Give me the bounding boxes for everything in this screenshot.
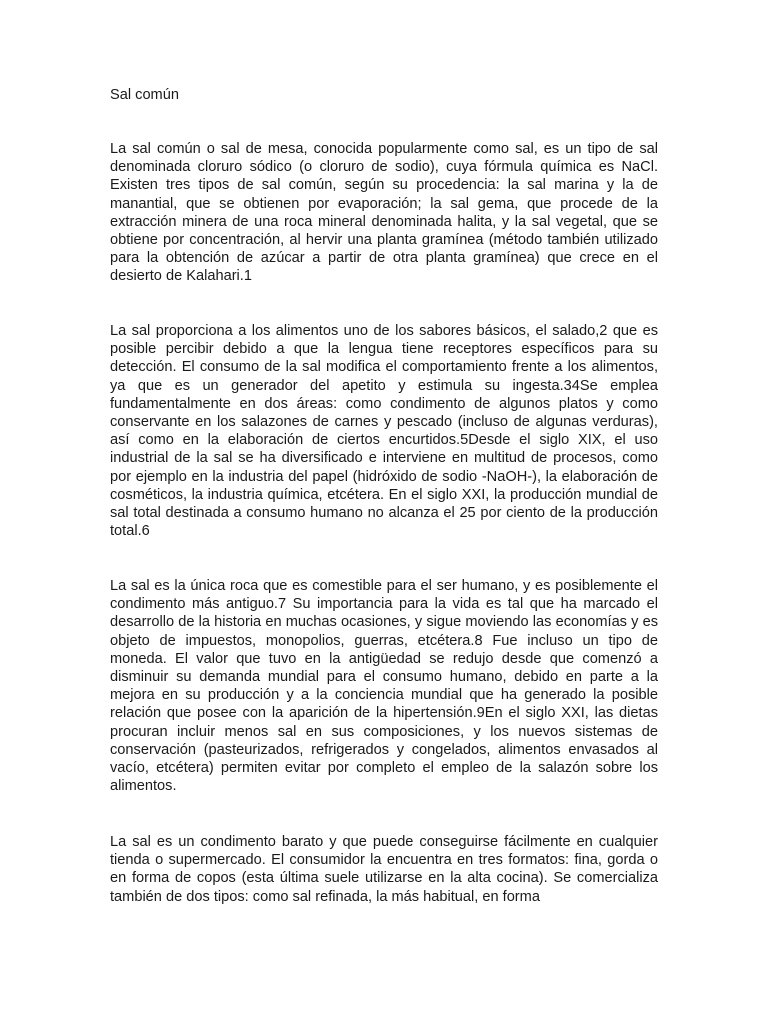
paragraph-2: La sal proporciona a los alimentos uno de los sabores básicos, el salado,2 que es posible percibir debido a que la lengua tiene receptores específicos para su detección. El consumo de la sal modifica el comportamiento frente a los alimentos, ya que es un generador del apetito y estimula su ingesta.34Se emplea fundamentalmente en dos áreas: como condimento de algunos platos y como conservante en los salazones de carnes y pescado (incluso de algunas verduras), así como en la elaboración de ciertos encurtidos.5Desde el siglo XIX, el uso industrial de la sal se ha diversificado e interviene en multitud de procesos, como por ejemplo en la industria del papel (hidróxido de sodio -NaOH-), la elaboración de cosméticos, la industria química, etcétera. En el siglo XXI, la producción mundial de sal total destinada a consumo humano no alcanza el 25 por ciento de la producción total.6 — [110, 323, 658, 540]
document-title: Sal común — [110, 87, 179, 103]
paragraph-3: La sal es la única roca que es comestible para el ser humano, y es posiblemente el condimento más antiguo.7 Su importancia para la vida es tal que ha marcado el desarrollo de la historia en muchas ocasiones, y sigue moviendo las economías y es objeto de impuestos, monopolios, guerras, etcétera.8 Fue incluso un tipo de moneda. El valor que tuvo en la antigüedad se redujo desde que comenzó a disminuir su demanda mundial para el consumo humano, debido en parte a la mejora en su producción y a la conciencia mundial que ha generado la posible relación que posee con la aparición de la hipertensión.9En el siglo XXI, las dietas procuran incluir menos sal en sus composiciones, y los nuevos sistemas de conservación (pasteurizados, refrigerados y congelados, alimentos envasados al vacío, etcétera) permiten evitar por completo el empleo de la salazón sobre los alimentos. — [110, 578, 658, 795]
paragraph-4: La sal es un condimento barato y que puede conseguirse fácilmente en cualquier tienda o supermercado. El consumidor la encuentra en tres formatos: fina, gorda o en forma de copos (esta última suele utilizarse en la alta cocina). Se comercializa también de dos tipos: como sal refinada, la más habitual, en forma — [110, 834, 658, 905]
paragraph-1: La sal común o sal de mesa, conocida popularmente como sal, es un tipo de sal denominada cloruro sódico (o cloruro de sodio), cuya fórmula química es NaCl. Existen tres tipos de sal común, según su procedencia: la sal marina y la de manantial, que se obtienen por evaporación; la sal gema, que procede de la extracción minera de una roca mineral denominada halita, y la sal vegetal, que se obtiene por concentración, al hervir una planta gramínea (método también utilizado para la obtención de azúcar a partir de otra planta gramínea) que crece en el desierto de Kalahari.1 — [110, 141, 658, 285]
